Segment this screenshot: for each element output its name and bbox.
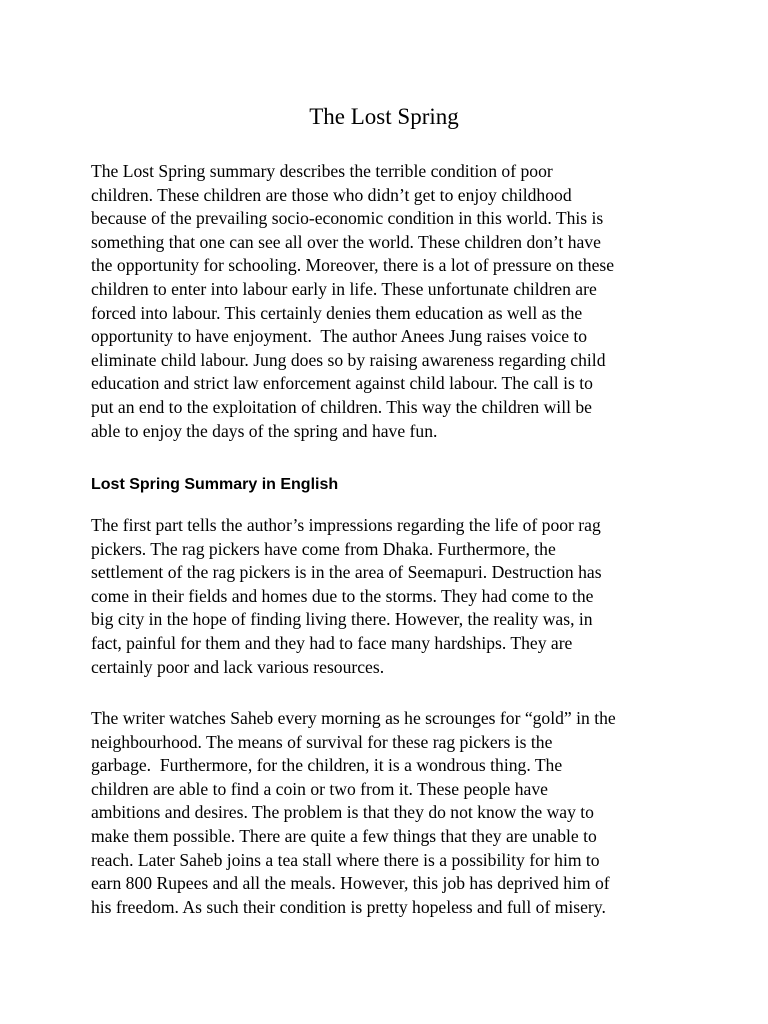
summary-paragraph-2 [91,707,691,919]
paragraph-line: earn 800 Rupees and all the meals. However, this job has deprived him of [91,873,610,894]
paragraph-line: make them possible. There are quite a few things that they are unable to [91,825,597,846]
summary-paragraph-1 [91,514,691,679]
paragraph-line: fact, painful for them and they had to face many hardships. They are [91,632,573,653]
paragraph-line: put an end to the exploitation of children. This way the children will be [91,396,592,417]
page-title: The Lost Spring [309,104,459,129]
paragraph-line: The first part tells the author’s impressions regarding the life of poor rag [91,515,601,535]
paragraph-line: something that one can see all over the world. These children don’t have [91,231,601,252]
paragraph-line: pickers. The rag pickers have come from Dhaka. Furthermore, the [91,538,556,559]
intro-paragraph [91,160,691,443]
paragraph-line: come in their fields and homes due to the storms. They had come to the [91,585,594,606]
paragraph-line: certainly poor and lack various resources. [91,656,385,677]
paragraph-line: ambitions and desires. The problem is that they do not know the way to [91,802,594,823]
paragraph-line: the opportunity for schooling. Moreover, there is a lot of pressure on these [91,255,615,276]
paragraph-line: because of the prevailing socio-economic condition in this world. This is [91,208,604,229]
section-heading: Lost Spring Summary in English [91,476,339,493]
paragraph-line: children to enter into labour early in life. These unfortunate children are [91,278,597,299]
paragraph-line: children. These children are those who didn’t get to enjoy childhood [91,184,572,205]
paragraph-line: The Lost Spring summary describes the terrible condition of poor [91,161,553,181]
paragraph-line: reach. Later Saheb joins a tea stall where there is a possibility for him to [91,849,600,870]
paragraph-line: education and strict law enforcement against child labour. The call is to [91,373,593,394]
paragraph-line: big city in the hope of finding living there. However, the reality was, in [91,609,593,630]
paragraph-line: settlement of the rag pickers is in the area of Seemapuri. Destruction has [91,562,602,583]
paragraph-line: garbage. Furthermore, for the children, it is a wondrous thing. The [91,755,563,776]
paragraph-line: able to enjoy the days of the spring and have fun. [91,420,438,441]
paragraph-line: eliminate child labour. Jung does so by raising awareness regarding child [91,349,606,370]
paragraph-line: children are able to find a coin or two from it. These people have [91,778,548,799]
paragraph-line: neighbourhood. The means of survival for these rag pickers is the [91,731,553,752]
paragraph-line: opportunity to have enjoyment. The author Anees Jung raises voice to [91,326,588,347]
paragraph-line: The writer watches Saheb every morning as he scrounges for “gold” in the [91,708,616,728]
paragraph-line: his freedom. As such their condition is pretty hopeless and full of misery. [91,896,606,917]
paragraph-line: forced into labour. This certainly denies them education as well as the [91,302,583,323]
